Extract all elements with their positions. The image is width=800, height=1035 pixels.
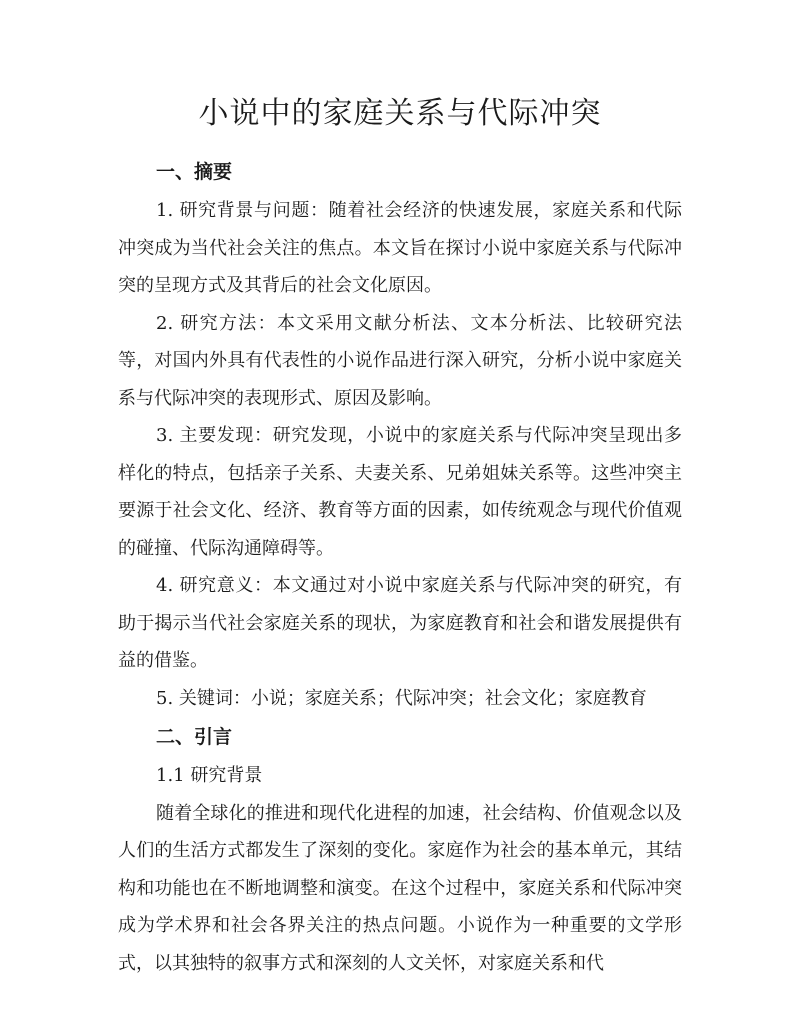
- abstract-item-2: 2. 研究方法：本文采用文献分析法、文本分析法、比较研究法等，对国内外具有代表性的小说作品进行深入研究，分析小说中家庭关系与代际冲突的表现形式、原因及影响。: [118, 312, 682, 409]
- abstract-item-1: 1. 研究背景与问题：随着社会经济的快速发展，家庭关系和代际冲突成为当代社会关注的焦点。本文旨在探讨小说中家庭关系与代际冲突的呈现方式及其背后的社会文化原因。: [118, 200, 682, 296]
- intro-paragraph: 随着全球化的推进和现代化进程的加速，社会结构、价值观念以及人们的生活方式都发生了深刻的变化。家庭作为社会的基本单元，其结构和功能也在不断地调整和演变。在这个过程中，家庭关系和代际冲突成为学术界和社会各界关注的热点问题。小说作为一种重要的文学形式，以其独特的叙事方式和深刻的人文关怀，对家庭关系和代: [118, 802, 682, 974]
- subsection-heading-research-background: 1.1 研究背景: [156, 765, 263, 786]
- abstract-item-4: 4. 研究意义：本文通过对小说中家庭关系与代际冲突的研究，有助于揭示当代社会家庭关系的现状，为家庭教育和社会和谐发展提供有益的借鉴。: [118, 575, 682, 671]
- abstract-item-3: 3. 主要发现：研究发现，小说中的家庭关系与代际冲突呈现出多样化的特点，包括亲子关系、夫妻关系、兄弟姐妹关系等。这些冲突主要源于社会文化、经济、教育等方面的因素，如传统观念与现代价值观的碰撞、代际沟通障碍等。: [118, 425, 682, 559]
- section-heading-introduction: 二、引言: [156, 726, 233, 748]
- abstract-item-5-keywords: 5. 关键词：小说；家庭关系；代际冲突；社会文化；家庭教育: [156, 687, 647, 709]
- section-heading-abstract: 一、摘要: [156, 161, 233, 183]
- document-title: 小说中的家庭关系与代际冲突: [198, 96, 602, 131]
